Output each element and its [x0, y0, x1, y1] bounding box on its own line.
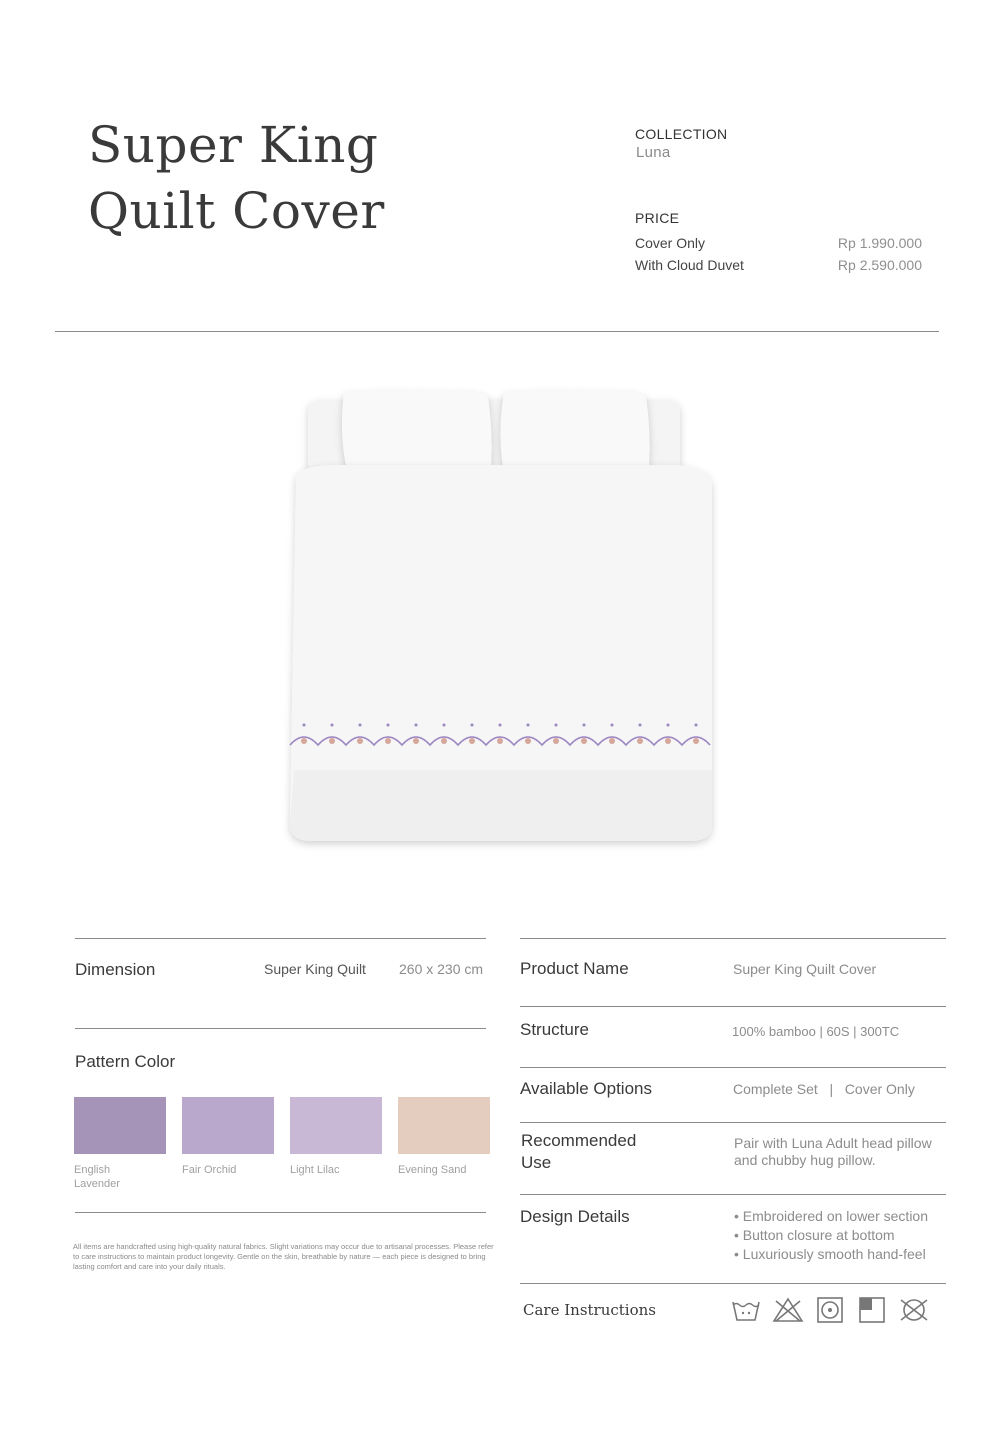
dimension-label: Dimension [75, 960, 156, 979]
disclaimer-text: All items are handcrafted using high-quality natural fabrics. Slight variations may occur due to artisanal processes. Please refer to care instructions to maintain product longevity. Gentle on the skin, breathable by nature — each piece is designed to bring lasting comfort and care into your daily rituals. [73, 1242, 494, 1271]
swatch-label: Light Lilac [290, 1164, 340, 1176]
dimension-value: 260 x 230 cm [399, 961, 484, 977]
pattern-color-label: Pattern Color [75, 1052, 176, 1071]
wash-30-icon [730, 1296, 762, 1324]
care-icons [730, 1296, 930, 1324]
shade-dry-icon [856, 1296, 888, 1324]
swatch-english-lavender [74, 1097, 166, 1154]
title-line-2: Quilt Cover [88, 182, 385, 240]
collection-value: Luna [636, 144, 671, 161]
available-options-value: Complete Set | Cover Only [733, 1081, 915, 1097]
dimension-item: Super King Quilt [264, 961, 366, 977]
available-options-label: Available Options [520, 1079, 652, 1098]
swatch-label-line: Lavender [74, 1178, 120, 1190]
design-detail-item: • Button closure at bottom [734, 1227, 895, 1243]
recommended-use-label [521, 1130, 636, 1174]
divider [520, 1067, 946, 1068]
price-option-value: Rp 2.590.000 [837, 257, 922, 273]
divider [520, 1194, 946, 1195]
collection-label: COLLECTION [635, 126, 728, 142]
structure-value: 100% bamboo | 60S | 300TC [732, 1024, 900, 1039]
swatch-light-lilac [290, 1097, 382, 1154]
divider [75, 1212, 486, 1213]
do-not-dry-clean-icon [898, 1296, 930, 1324]
price-row-with-duvet [635, 257, 922, 273]
swatch-label: Fair Orchid [182, 1164, 237, 1176]
divider [75, 938, 486, 939]
swatch-label [74, 1163, 166, 1191]
product-name-label: Product Name [520, 959, 629, 978]
recommended-label-line: Recommended [521, 1131, 637, 1150]
recommended-value-line: Pair with Luna Adult head pillow [734, 1135, 932, 1151]
design-detail-item: • Embroidered on lower section [734, 1208, 928, 1224]
price-row-cover-only [635, 235, 922, 251]
divider [520, 1006, 946, 1007]
swatch-label-line: English [74, 1164, 111, 1176]
swatch-fair-orchid [182, 1097, 274, 1154]
header-divider [55, 331, 939, 332]
divider [75, 1028, 486, 1029]
design-details-list [734, 1207, 928, 1264]
title-line-1: Super King [88, 116, 379, 174]
product-title [88, 112, 385, 244]
product-name-value: Super King Quilt Cover [733, 961, 877, 977]
structure-label: Structure [520, 1020, 589, 1039]
price-option-label: With Cloud Duvet [635, 257, 744, 273]
swatch-evening-sand [398, 1097, 490, 1154]
product-image [280, 385, 720, 855]
divider [520, 938, 946, 939]
recommended-value-line: and chubby hug pillow. [734, 1152, 876, 1168]
care-instructions-label: Care Instructions [523, 1301, 656, 1319]
price-option-label: Cover Only [635, 235, 706, 251]
recommended-use-value [734, 1135, 932, 1169]
tumble-dry-icon [814, 1296, 846, 1324]
no-bleach-icon [772, 1296, 804, 1324]
price-option-value: Rp 1.990.000 [837, 235, 922, 251]
divider [520, 1283, 946, 1284]
price-label: PRICE [635, 210, 680, 226]
recommended-label-line: Use [521, 1153, 552, 1172]
swatch-label: Evening Sand [398, 1164, 467, 1176]
design-details-label: Design Details [520, 1207, 630, 1226]
design-detail-item: • Luxuriously smooth hand-feel [734, 1246, 926, 1262]
divider [520, 1122, 946, 1123]
